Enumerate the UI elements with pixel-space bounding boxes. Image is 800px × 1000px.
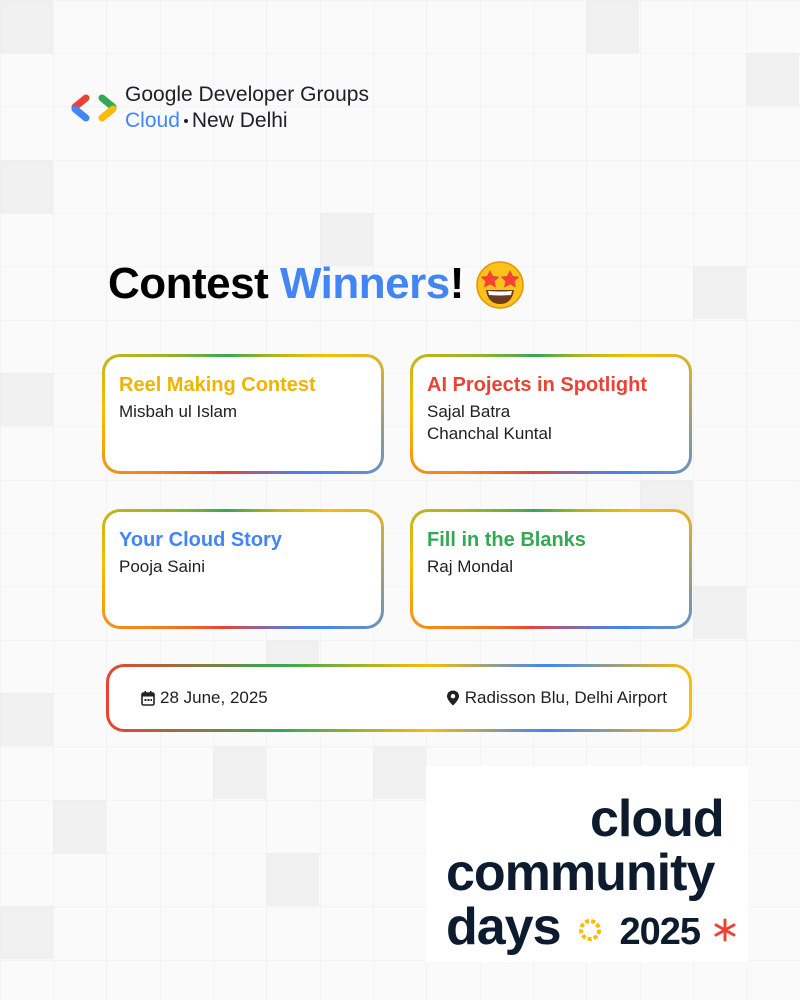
gdg-logo — [70, 82, 369, 134]
card-reel-making — [102, 354, 384, 474]
card-fill-blanks — [410, 509, 692, 629]
title-winners: Winners — [280, 259, 450, 308]
logo-line1: Google Developer Groups — [125, 83, 369, 106]
gdg-chevrons-icon — [70, 94, 118, 122]
event-date — [141, 688, 268, 708]
winner-name: Pooja Saini — [119, 557, 206, 576]
brand-word-cloud: cloud — [590, 790, 724, 848]
winner-name: Chanchal Kuntal — [427, 424, 552, 443]
brand-community — [446, 846, 714, 900]
page-title — [108, 258, 526, 310]
card-ai-projects — [410, 354, 692, 474]
card-title: Reel Making Contest — [119, 374, 316, 396]
brand-year: 2025 — [619, 911, 700, 953]
card-title: Your Cloud Story — [119, 529, 282, 551]
star-struck-emoji-icon — [474, 258, 526, 310]
title-exclaim: ! — [449, 259, 464, 308]
logo-city: New Delhi — [191, 109, 288, 132]
event-venue-text: Radisson Blu, Delhi Airport — [464, 688, 667, 707]
card-title: AI Projects in Spotlight — [427, 374, 648, 396]
asterisk-icon — [713, 918, 737, 942]
logo-cloud: Cloud — [125, 109, 180, 132]
winner-name: Raj Mondal — [427, 557, 513, 576]
event-date-text: 28 June, 2025 — [160, 688, 268, 707]
brand-days-year — [446, 900, 737, 959]
card-cloud-story — [102, 509, 384, 629]
card-title: Fill in the Blanks — [427, 529, 586, 551]
brand-word-community: community — [446, 844, 715, 902]
calendar-icon — [141, 690, 155, 706]
gear-icon — [576, 916, 604, 944]
brand-cloud — [590, 792, 724, 846]
title-contest: Contest — [108, 259, 280, 308]
brand-word-days: days — [446, 898, 561, 956]
winner-name: Sajal Batra — [427, 402, 511, 421]
event-info-bar — [106, 664, 692, 732]
event-venue — [446, 688, 667, 708]
cloud-community-days-logo — [426, 766, 748, 962]
location-pin-icon — [446, 690, 460, 706]
winner-name: Misbah ul Islam — [119, 402, 238, 421]
logo-separator — [184, 119, 188, 123]
